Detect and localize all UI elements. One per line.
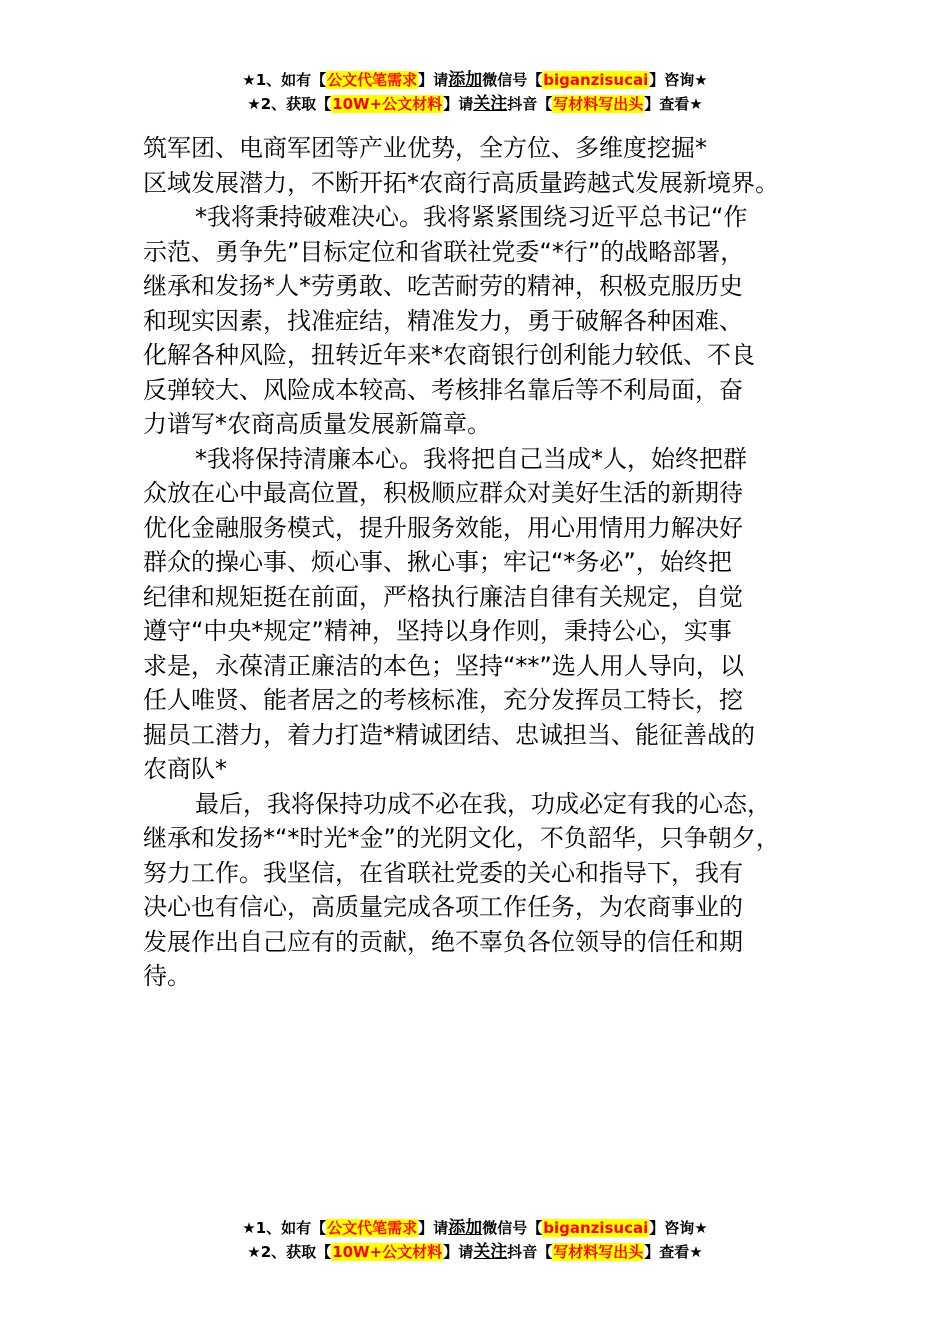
- text-line: 决心也有信心，高质量完成各项工作任务，为农商事业的: [143, 893, 743, 921]
- highlight-wechat-id: biganzisucai: [543, 71, 649, 89]
- text-line: *我将保持清廉本心。我将把自己当成*人，始终把群: [195, 444, 747, 473]
- banner-line-1: ★1、如有【公文代笔需求】请添加微信号【biganzisucai】咨询★: [242, 1218, 708, 1238]
- text-line: 力谱写*农商高质量发展新篇章。: [143, 410, 491, 438]
- text-line: 继承和发扬*人*劳勇敢、吃苦耐劳的精神，积极克服历史: [143, 272, 743, 300]
- text-line: 求是，永葆清正廉洁的本色；坚持“**”选人用人导向，以: [143, 651, 744, 680]
- text-line: 最后，我将保持功成不必在我，功成必定有我的心态，: [195, 789, 771, 818]
- text-line: 纪律和规矩挺在前面，严格执行廉洁自律有关规定，自觉: [143, 582, 743, 611]
- highlight-douyin: 写材料写出头: [553, 95, 644, 113]
- banner-line-1: ★1、如有【公文代笔需求】请添加微信号【biganzisucai】咨询★: [242, 70, 708, 90]
- footer-banner: [0, 1216, 950, 1264]
- highlight-wechat-id: biganzisucai: [543, 1219, 649, 1237]
- text-line: 掘员工潜力，着力打造*精诚团结、忠诚担当、能征善战的: [143, 720, 755, 749]
- highlight-materials: 10W+公文材料: [332, 1243, 443, 1261]
- text-line: 农商队*: [143, 755, 227, 783]
- text-line: 优化金融服务模式，提升服务效能，用心用情用力解决好: [143, 513, 743, 542]
- header-banner: [0, 68, 950, 116]
- text-line: 和现实因素，找准症结，精准发力，勇于破解各种困难、: [143, 306, 743, 335]
- text-line: 众放在心中最高位置，积极顺应群众对美好生活的新期待: [143, 479, 743, 507]
- banner-line-2: ★2、获取【10W+公文材料】请关注抖音【写材料写出头】查看★: [247, 1242, 703, 1262]
- text-line: 反弹较大、风险成本较高、考核排名靠后等不利局面，奋: [143, 375, 743, 404]
- highlight-service: 公文代笔需求: [327, 71, 418, 89]
- text-line: 示范、勇争先”目标定位和省联社党委“*行”的战略部署，: [143, 237, 745, 266]
- document-body: [143, 131, 833, 994]
- text-line: 发展作出自己应有的贡献，绝不辜负各位领导的信任和期: [143, 927, 743, 956]
- text-line: 努力工作。我坚信，在省联社党委的关心和指导下，我有: [143, 858, 743, 887]
- text-line: 待。: [143, 962, 191, 990]
- text-line: 任人唯贤、能者居之的考核标准，充分发挥员工特长，挖: [143, 686, 743, 714]
- highlight-douyin: 写材料写出头: [553, 1243, 644, 1261]
- text-line: 遵守“中央*规定”精神，坚持以身作则，秉持公心，实事: [143, 617, 732, 645]
- text-line: 继承和发扬*“*时光*金”的光阴文化，不负韶华，只争朝夕，: [143, 824, 780, 852]
- text-line: *我将秉持破难决心。我将紧紧围绕习近平总书记“作: [195, 203, 748, 231]
- text-line: 群众的操心事、烦心事、揪心事；牢记“*务必”，始终把: [143, 548, 732, 576]
- highlight-service: 公文代笔需求: [327, 1219, 418, 1237]
- text-line: 化解各种风险，扭转近年来*农商银行创利能力较低、不良: [143, 341, 755, 369]
- highlight-materials: 10W+公文材料: [332, 95, 443, 113]
- text-line: 筑军团、电商军团等产业优势，全方位、多维度挖掘*: [143, 134, 707, 162]
- banner-line-2: ★2、获取【10W+公文材料】请关注抖音【写材料写出头】查看★: [247, 94, 703, 114]
- text-line: 区域发展潜力，不断开拓*农商行高质量跨越式发展新境界。: [143, 168, 779, 197]
